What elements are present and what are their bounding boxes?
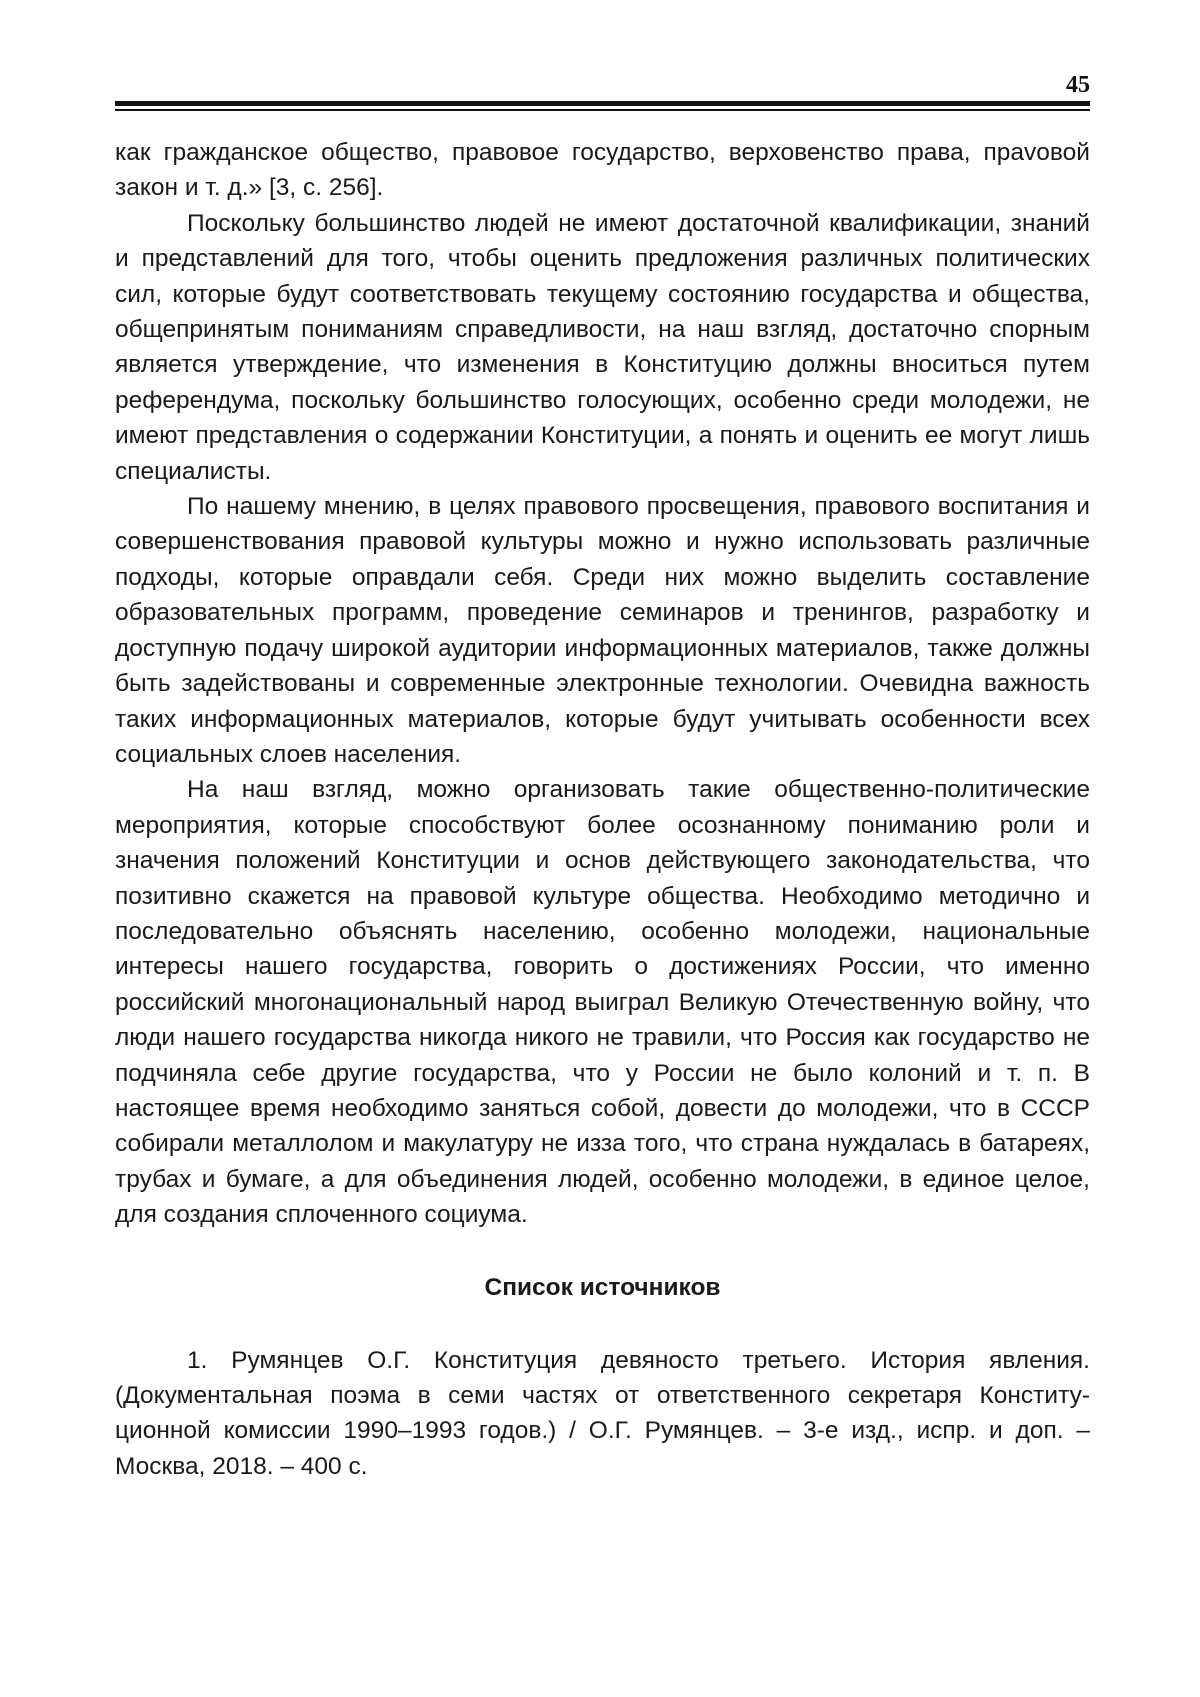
page-number: 45 [1066, 72, 1090, 98]
header-rule-thin [115, 109, 1090, 111]
sources-list [115, 1343, 1090, 1485]
paragraph-continuation: как гражданское общество, правовое государство, верховенство права, праvовой закон и т. д.» [3, с. 256]. [115, 139, 1090, 202]
paragraph: Поскольку большинство людей не имеют достаточной квалификации, знаний и представлений для того, чтобы оценить предложения различных политических сил, которые будут соответствовать текущему состоянию государства и общества, общепринятым пониманиям справедливости, на наш взгляд, достаточно спорным является утверждение, что изменения в Конституцию должны вноситься путем референдума, поскольку большинство голосующих, особенно среди молодежи, не имеют представления о содержании Конституции, а понять и оценить ее могут лишь специалисты. [115, 209, 1090, 485]
paragraph: На наш взгляд, можно организовать такие общественно-политические мероприятия, которые способствуют более осознанному пониманию роли и значения положений Конституции и основ действующего законодательства, что позитивно скажется на правовой культуре общества. Необходимо методично и последовательно объяснять населению, особенно молодежи, национальные интересы нашего государства, говорить о достижениях России, что именно российский многонациональный народ выиграл Великую Отечественную войну, что люди нашего государства никогда никого не травили, что Россия как государство не подчиняла себе другие государства, что у России не было колоний и т. п. В настоящее время необходимо заняться собой, довести до молодежи, что в СССР собирали металлолом и макулатуру не изза того, что страна нуждалась в батареях, трубах и бумаге, а для объединения людей, особенно молодежи, в единое целое, для создания сплоченного социума. [115, 776, 1090, 1229]
source-item: 1. Румянцев О.Г. Конституция девяносто третьего. История явления. (Документальная поэма в семи частях от ответственного секретаря Конституционной комиссии 1990–1993 годов.) / О.Г. Румянцев. – 3-е изд., испр. и доп. – Москва, 2018. – 400 с. [115, 1346, 1090, 1480]
paragraph: По нашему мнению, в целях правового просвещения, правового воспитания и совершенствования правовой культуры можно и нужно использовать различные подходы, которые оправдали себя. Среди них можно выделить составление образовательных программ, проведение семинаров и тренингов, разработку и доступную подачу широкой аудитории информационных материалов, также должны быть задействованы и современные электронные технологии. Очевидна важность таких информационных материалов, которые будут учитывать особенности всех социальных слоев населения. [115, 493, 1090, 768]
header-rule-thick [115, 101, 1090, 106]
sources-heading: Список источников [484, 1273, 721, 1301]
body-text [115, 135, 1090, 1484]
